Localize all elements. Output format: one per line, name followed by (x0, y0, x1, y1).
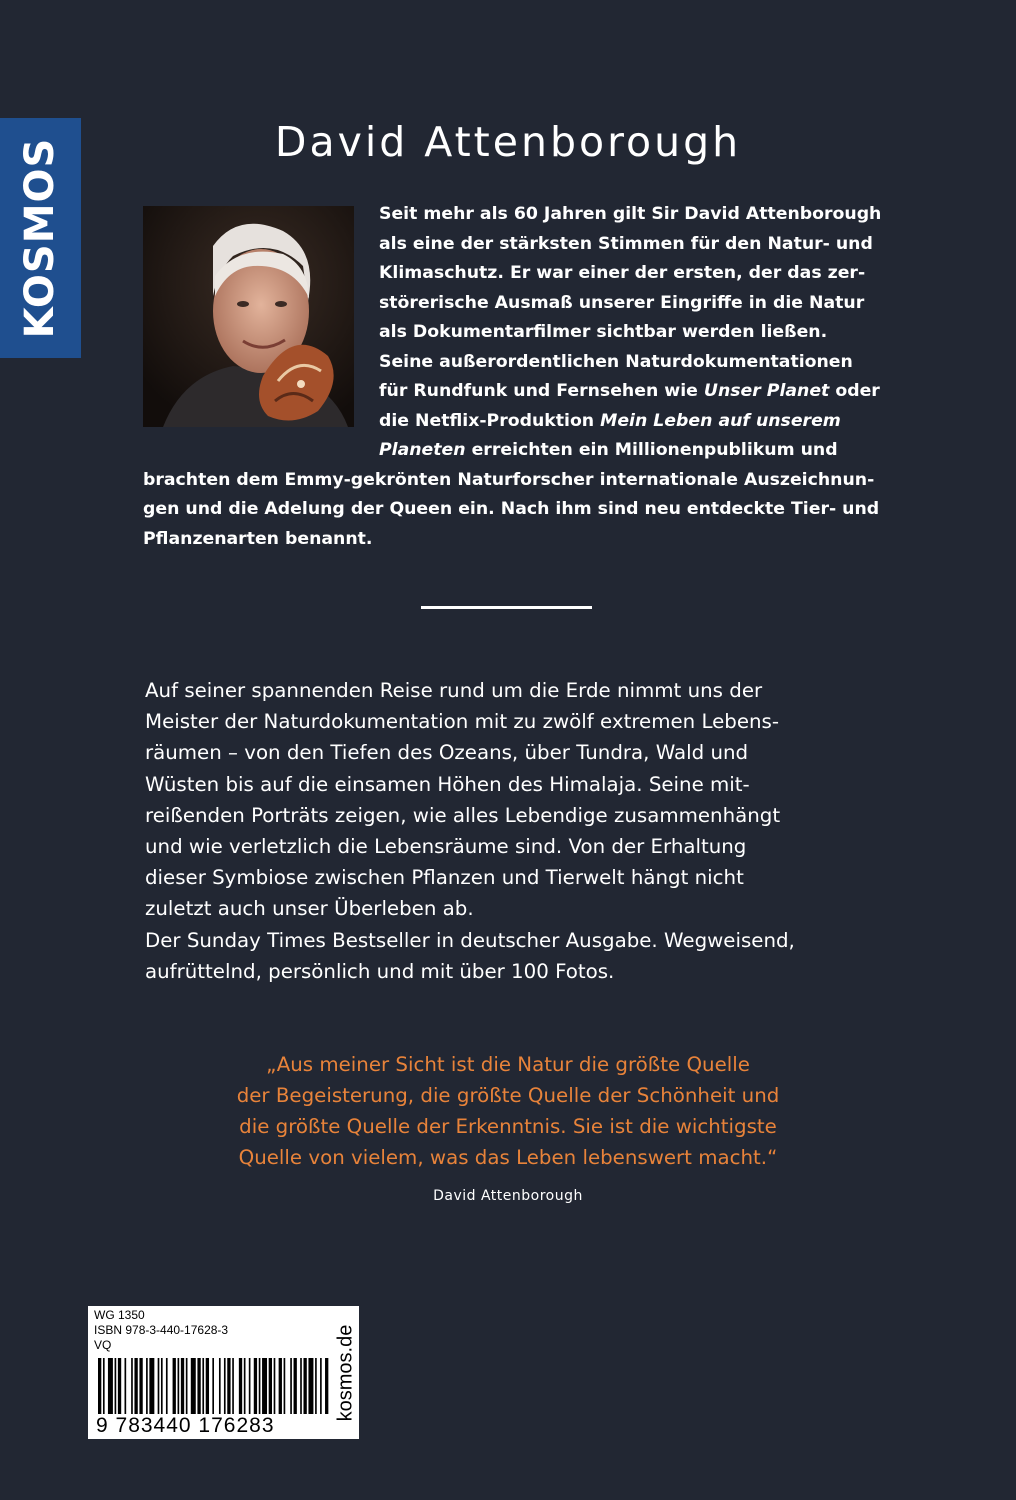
barcode-bar (232, 1358, 234, 1414)
isbn-number: ISBN 978-3-440-17628-3 (94, 1323, 229, 1337)
barcode-bar (303, 1358, 306, 1414)
barcode-bar (224, 1358, 226, 1414)
description-line: räumen – von den Tiefen des Ozeans, über Tundra, Wald und (145, 741, 749, 765)
barcode-bar (284, 1358, 286, 1414)
publisher-website: kosmos.de (334, 1324, 357, 1422)
barcode-bar (131, 1358, 133, 1414)
barcode-bars (98, 1358, 330, 1414)
bio-line: die Netflix-Produktion Mein Leben auf unserem (379, 410, 841, 431)
bio-line: Planeten erreichten ein Millionenpublikum und (379, 440, 838, 460)
barcode-bar (158, 1358, 160, 1414)
barcode-bar (294, 1358, 297, 1414)
barcode-bar (103, 1358, 105, 1414)
barcode-bar (173, 1358, 176, 1414)
barcode-bar (118, 1358, 121, 1414)
barcode-bar (254, 1358, 257, 1414)
isbn-barcode-box (88, 1306, 333, 1439)
description-line: dieser Symbiose zwischen Pflanzen und Tierwelt hängt nicht (145, 866, 744, 890)
bio-line: als eine der stärksten Stimmen für den Natur- und (379, 233, 873, 254)
barcode-bar (279, 1358, 282, 1414)
warengruppe-code: WG 1350 (94, 1308, 145, 1322)
barcode-bar (98, 1358, 101, 1414)
book-description (145, 675, 875, 987)
barcode-bar (239, 1358, 242, 1414)
description-line: Meister der Naturdokumentation mit zu zwölf extremen Lebens- (145, 710, 780, 734)
barcode-bar (308, 1358, 313, 1414)
description-line: zuletzt auch unser Überleben ab. (145, 897, 474, 921)
description-line: Der Sunday Times Bestseller in deutscher Ausgabe. Wegweisend, (145, 928, 795, 952)
barcode-bar (300, 1358, 302, 1414)
barcode-bar (178, 1358, 180, 1414)
barcode-bar (166, 1358, 168, 1414)
barcode-bar (115, 1358, 117, 1414)
description-line: Auf seiner spannenden Reise rund um die Erde nimmt uns der (145, 679, 763, 702)
title-mein-leben: Mein Leben auf unserem (600, 410, 841, 431)
bio-line: Klimaschutz. Er war einer der ersten, der das zer- (379, 263, 866, 283)
description-line: und wie verletzlich die Lebensräume sind. Von der Erhaltung (145, 834, 747, 858)
barcode-bar (197, 1358, 200, 1414)
author-biography (143, 200, 882, 554)
barcode-bar (244, 1358, 246, 1414)
quote-line: „Aus meiner Sicht ist die Natur die größte Quelle (266, 1053, 750, 1076)
barcode-bar (219, 1358, 221, 1414)
quote-line: die größte Quelle der Erkenntnis. Sie ist die wichtigste (239, 1115, 777, 1138)
title-planeten: Planeten (379, 440, 466, 460)
quote-line: Quelle von vielem, was das Leben lebenswert macht.“ (238, 1146, 778, 1169)
barcode-bar (290, 1358, 292, 1414)
barcode-bar (249, 1358, 251, 1414)
barcode-bar (212, 1358, 214, 1414)
barcode-bar (259, 1358, 261, 1414)
description-line: reißenden Porträts zeigen, wie alles Lebendige zusammenhängt (145, 803, 781, 827)
vq-code: VQ (94, 1338, 112, 1352)
publisher-website-tab (333, 1306, 359, 1439)
bio-line: störerische Ausmaß unserer Eingriffe in die Natur (379, 292, 865, 313)
barcode-bar (125, 1358, 127, 1414)
barcode-bar (149, 1358, 154, 1414)
quote-line: der Begeisterung, die größte Quelle der Schönheit und (236, 1084, 780, 1107)
barcode-bar (274, 1358, 276, 1414)
barcode-bar (108, 1358, 113, 1414)
bio-line: für Rundfunk und Fernsehen wie Unser Planet oder (379, 381, 880, 401)
description-line: aufrüttelnd, persönlich und mit über 100 Fotos. (145, 959, 615, 983)
bio-line: Pflanzenarten benannt. (143, 528, 373, 549)
barcode-bar (269, 1358, 272, 1414)
barcode-digits: 9 783440 176283 (96, 1414, 275, 1437)
barcode-bar (320, 1358, 322, 1414)
section-divider (421, 606, 592, 609)
description-line: Wüsten bis auf die einsamen Höhen des Himalaja. Seine mit- (145, 772, 750, 796)
quote-attribution: David Attenborough (433, 1188, 583, 1204)
barcode-bar (146, 1358, 148, 1414)
author-quote (0, 1049, 1016, 1173)
barcode-bar (262, 1358, 267, 1414)
barcode-bar (161, 1358, 163, 1414)
bio-line: brachten dem Emmy-gekrönten Naturforscher internationale Auszeichnun- (143, 469, 875, 490)
barcode-bar (134, 1358, 137, 1414)
barcode-bar (315, 1358, 317, 1414)
barcode-bar (206, 1358, 209, 1414)
barcode-bar (186, 1358, 188, 1414)
bio-line: als Dokumentarfilmer sichtbar werden ließen. (379, 322, 828, 342)
publisher-logo: KOSMOS (17, 137, 63, 339)
barcode-bar (325, 1358, 328, 1414)
bio-line: Seit mehr als 60 Jahren gilt Sir David Attenborough (379, 204, 882, 224)
barcode-bar (227, 1358, 230, 1414)
barcode-bar (181, 1358, 184, 1414)
barcode-bar (139, 1358, 142, 1414)
barcode-bar (202, 1358, 204, 1414)
title-unser-planet: Unser Planet (703, 381, 830, 401)
author-name-heading: David Attenborough (274, 118, 742, 166)
barcode-bar (191, 1358, 196, 1414)
bio-line: Seine außerordentlichen Naturdokumentationen (379, 351, 853, 372)
bio-line: gen und die Adelung der Queen ein. Nach ihm sind neu entdeckte Tier- und (143, 499, 880, 519)
